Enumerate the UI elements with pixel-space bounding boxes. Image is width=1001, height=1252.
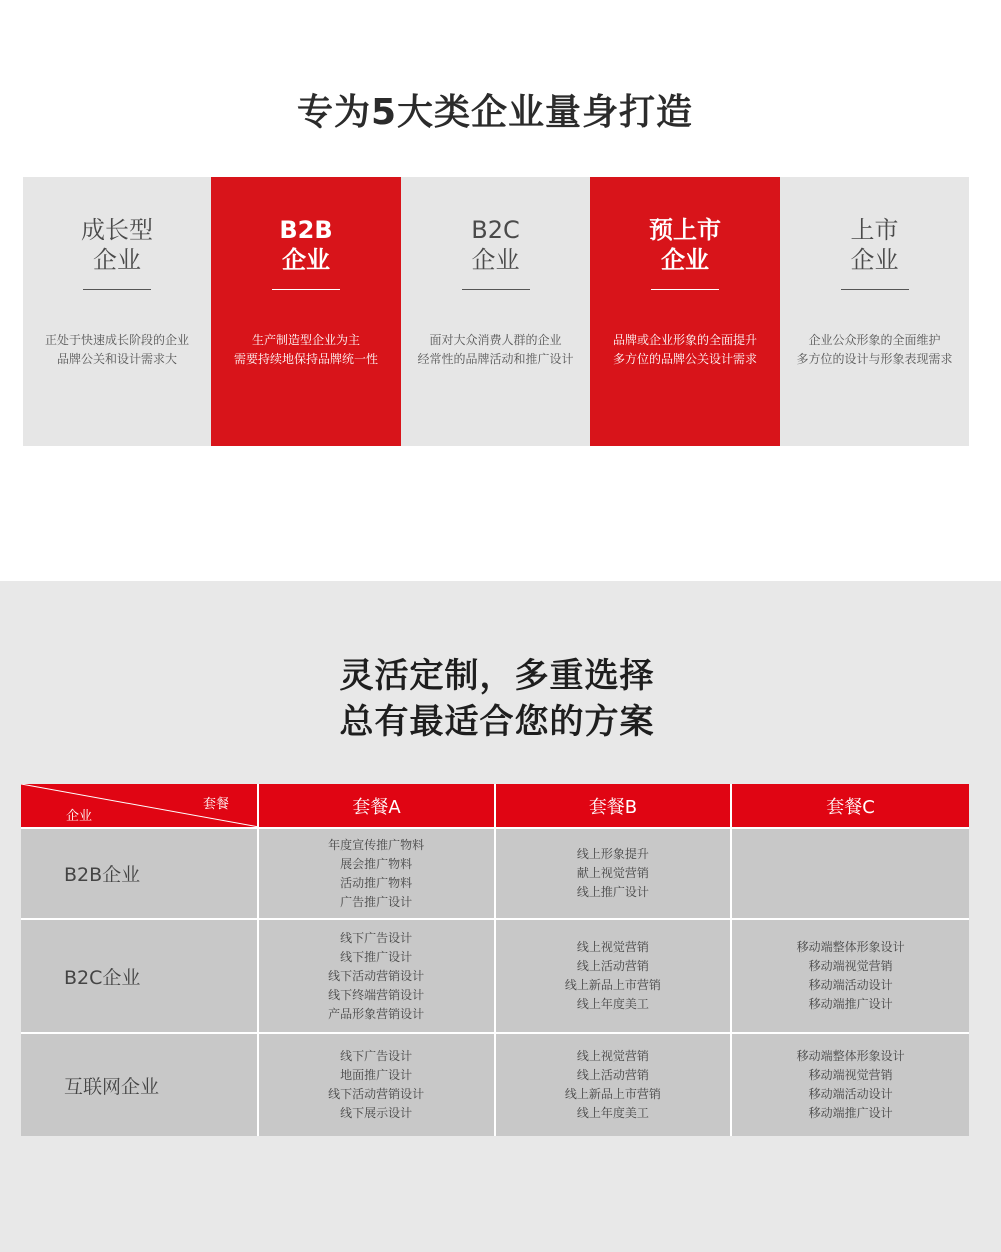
row-label: B2B企业 — [21, 829, 259, 918]
card-title: 成长型 企业 — [81, 216, 153, 274]
card-divider — [83, 289, 151, 290]
card-b2c-enterprise — [401, 177, 590, 446]
card-title: B2B 企业 — [279, 216, 333, 274]
enterprise-types-section — [0, 0, 1001, 581]
card-title: 预上市 企业 — [649, 216, 721, 274]
card-divider — [272, 289, 340, 290]
card-title: 上市 企业 — [850, 216, 899, 274]
card-description: 品牌或企业形象的全面提升 多方位的品牌公关设计需求 — [612, 333, 757, 366]
cell-package-b: 线上形象提升 献上视觉营销 线上推广设计 — [496, 829, 733, 918]
card-listed-enterprise — [780, 177, 969, 446]
header-package-c: 套餐C — [732, 784, 969, 827]
card-title: B2C 企业 — [471, 216, 520, 274]
card-description: 正处于快速成长阶段的企业 品牌公关和设计需求大 — [44, 333, 189, 366]
card-description: 面对大众消费人群的企业 经常性的品牌活动和推广设计 — [417, 333, 574, 366]
cell-package-c: 移动端整体形象设计 移动端视觉营销 移动端活动设计 移动端推广设计 — [796, 1049, 905, 1120]
table-row — [21, 827, 969, 918]
corner-label-package: 套餐 — [202, 797, 229, 812]
card-b2b-enterprise — [211, 177, 401, 446]
cell-package-c: 移动端整体形象设计 移动端视觉营销 移动端活动设计 移动端推广设计 — [796, 940, 905, 1011]
cell-package-c — [732, 829, 969, 918]
corner-label-enterprise: 企业 — [66, 809, 93, 824]
cell-package-b: 线上视觉营销 线上活动营销 线上新品上市营销 线上年度美工 — [496, 1034, 733, 1136]
table-row — [21, 1032, 969, 1136]
header-package-a: 套餐A — [259, 784, 496, 827]
cell-package-a: 年度宣传推广物料 展会推广物料 活动推广物料 广告推广设计 — [259, 829, 496, 918]
enterprise-cards — [23, 177, 969, 446]
card-divider — [462, 289, 530, 290]
cell-package-b: 线上视觉营销 线上活动营销 线上新品上市营销 线上年度美工 — [496, 920, 733, 1032]
card-description: 生产制造型企业为主 需要持续地保持品牌统一性 — [233, 333, 378, 366]
packages-title: 灵活定制，多重选择 总有最适合您的方案 — [339, 656, 655, 742]
table-corner-cell — [21, 784, 259, 827]
card-divider — [841, 289, 909, 290]
cell-package-a: 线下广告设计 线下推广设计 线下活动营销设计 线下终端营销设计 产品形象营销设计 — [259, 920, 496, 1032]
table-header — [21, 784, 969, 827]
card-divider — [651, 289, 719, 290]
packages-section — [0, 581, 1001, 1252]
card-description: 企业公众形象的全面维护 多方位的设计与形象表现需求 — [796, 333, 953, 366]
card-pre-ipo-enterprise — [590, 177, 780, 446]
section-title: 专为5大类企业量身打造 — [296, 92, 694, 133]
header-package-b: 套餐B — [496, 784, 732, 827]
cell-package-a: 线下广告设计 地面推广设计 线下活动营销设计 线下展示设计 — [259, 1034, 496, 1136]
card-growth-enterprise — [23, 177, 211, 446]
row-label: B2C企业 — [21, 920, 259, 1032]
packages-table — [21, 784, 969, 1136]
row-label: 互联网企业 — [21, 1034, 259, 1136]
table-row — [21, 918, 969, 1032]
title-number: 5 — [370, 92, 398, 133]
